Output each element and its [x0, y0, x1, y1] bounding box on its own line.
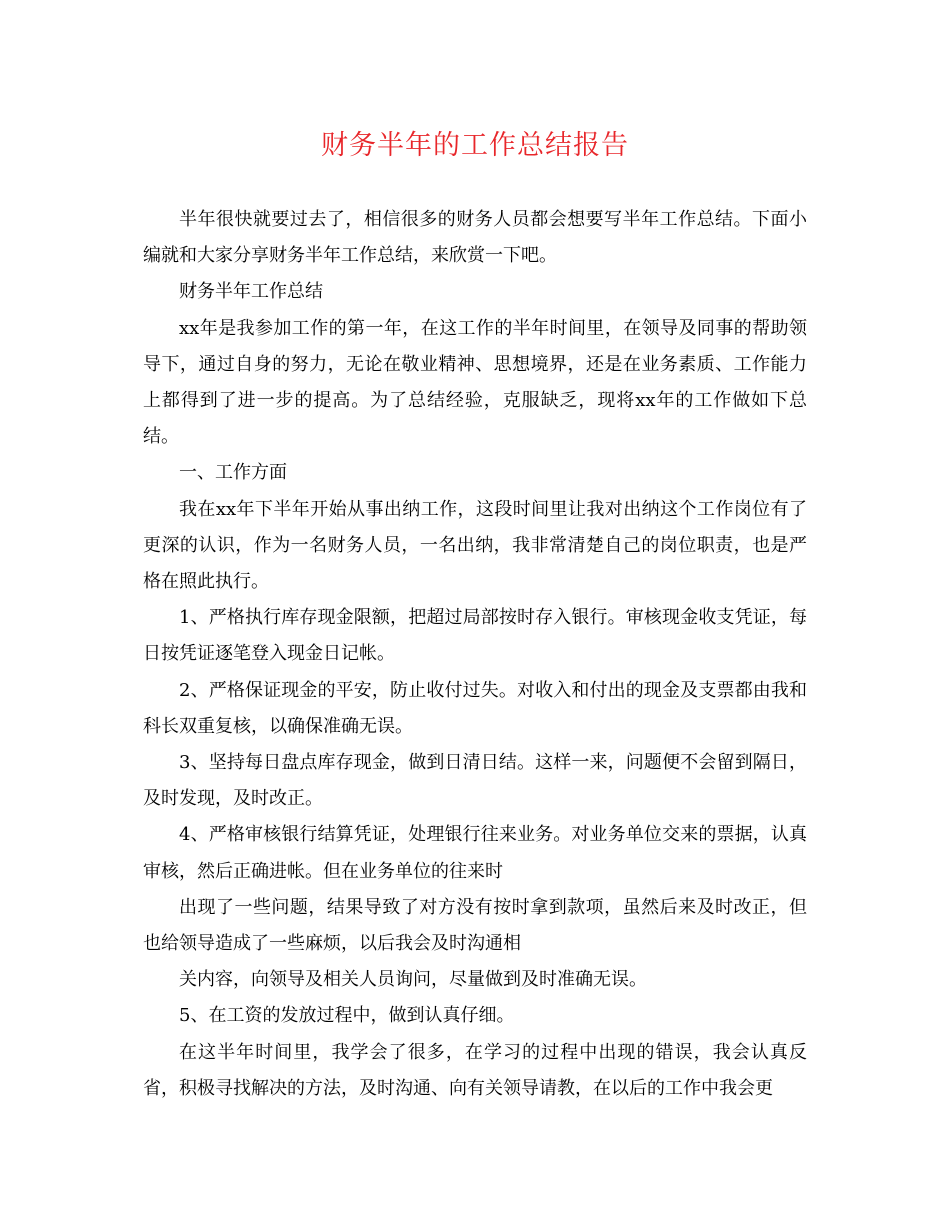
- paragraph-cashier-role: 我在xx年下半年开始从事出纳工作，这段时间里让我对出纳这个工作岗位有了更深的认识，作为一名财务人员，一名出纳，我非常清楚自己的岗位职责，也是严格在照此执行。: [143, 498, 807, 593]
- paragraph-subtitle: 财务半年工作总结: [179, 281, 323, 303]
- document-body: [143, 202, 807, 1107]
- document-title: 财务半年的工作总结报告: [321, 130, 629, 161]
- list-item-4-continued-a: 出现了一些问题，结果导致了对方没有按时拿到款项，虽然后来及时改正，但也给领导造成了一些麻烦，以后我会及时沟通相: [143, 896, 807, 955]
- paragraph-overview: xx年是我参加工作的第一年，在这工作的半年时间里，在领导及同事的帮助领导下，通过自身的努力，无论在敬业精神、思想境界，还是在业务素质、工作能力上都得到了进一步的提高。为了总结经验，克服缺乏，现将xx年的工作做如下总结。: [143, 317, 807, 448]
- list-item-4: 4、严格审核银行结算凭证，处理银行往来业务。对业务单位交来的票据，认真审核，然后正确进帐。但在业务单位的往来时: [143, 824, 807, 882]
- list-item-2: 2、严格保证现金的平安，防止收付过失。对收入和付出的现金及支票都由我和科长双重复核，以确保准确无误。: [143, 679, 807, 737]
- paragraph-intro: 半年很快就要过去了，相信很多的财务人员都会想要写半年工作总结。下面小编就和大家分享财务半年工作总结，来欣赏一下吧。: [143, 209, 807, 267]
- list-item-1: 1、严格执行库存现金限额，把超过局部按时存入银行。审核现金收支凭证，每日按凭证逐笔登入现金日记帐。: [143, 607, 807, 665]
- list-item-4-continued-b: 关内容，向领导及相关人员询问，尽量做到及时准确无误。: [179, 969, 647, 991]
- section-heading-work: 一、工作方面: [179, 462, 287, 484]
- list-item-3: 3、坚持每日盘点库存现金，做到日清日结。这样一来，问题便不会留到隔日，及时发现，及时改正。: [143, 752, 807, 810]
- list-item-5: 5、在工资的发放过程中，做到认真仔细。: [179, 1005, 515, 1027]
- paragraph-reflection: 在这半年时间里，我学会了很多，在学习的过程中出现的错误，我会认真反省，积极寻找解决的方法，及时沟通、向有关领导请教，在以后的工作中我会更: [143, 1041, 807, 1099]
